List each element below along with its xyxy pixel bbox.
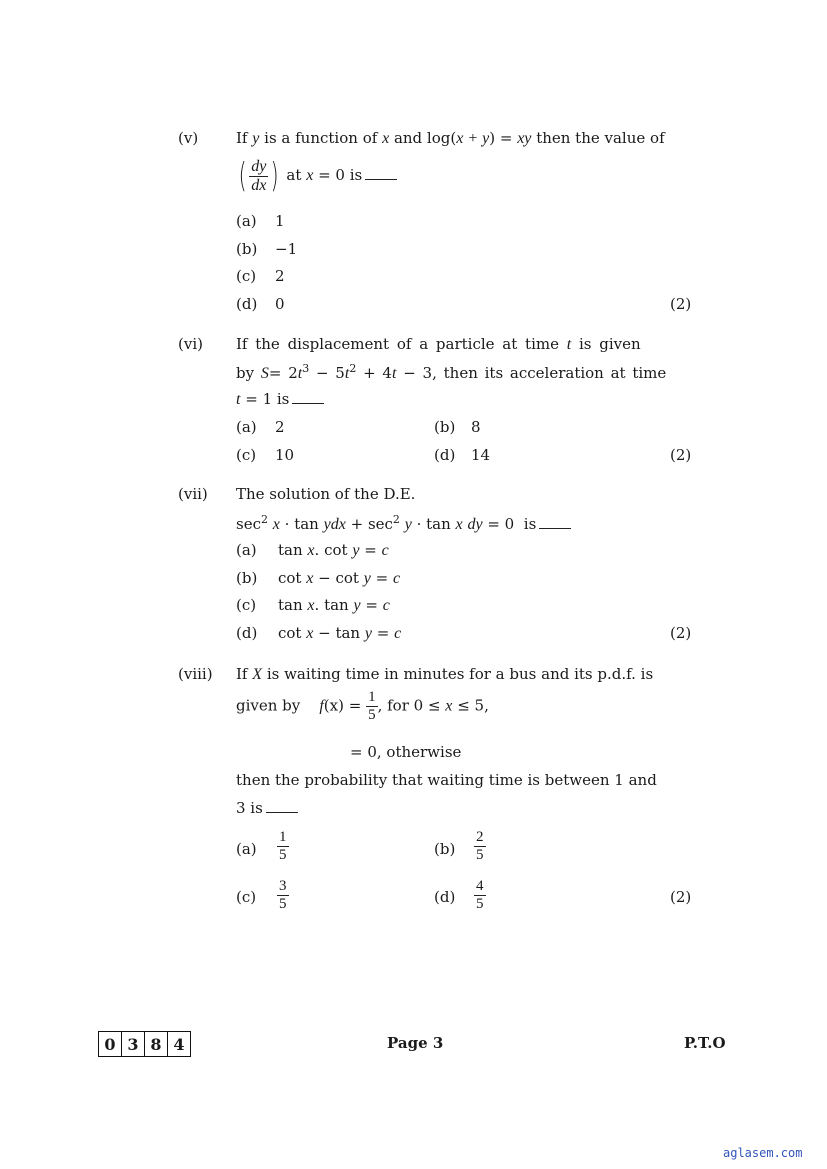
option-b: (b) −1 <box>236 240 298 258</box>
watermark-link[interactable]: aglasem.com <box>723 1146 803 1160</box>
option-a: (a) 2 <box>236 418 285 436</box>
code-digit: 8 <box>145 1032 168 1056</box>
question-text-line5: 3 is <box>236 799 298 817</box>
option-b: (b) cot x − cot y = c <box>236 569 401 587</box>
question-text: If y is a function of x and log(x + y) = xy then the value of <box>236 129 665 147</box>
option-a: (a) tan x. cot y = c <box>236 541 389 559</box>
question-text: If X is waiting time in minutes for a bus and its p.d.f. is <box>236 665 654 683</box>
question-number: (vi) <box>178 335 203 353</box>
page-number: Page 3 <box>387 1034 444 1052</box>
option-d: (d) cot x − tan y = c <box>236 624 402 642</box>
answer-blank <box>365 167 397 180</box>
option-d: (d) 14 <box>434 446 491 464</box>
question-number: (vii) <box>178 485 208 503</box>
answer-blank <box>266 800 298 813</box>
pdf-otherwise: = 0, otherwise <box>350 743 462 761</box>
code-digit: 4 <box>173 1034 185 1054</box>
marks: (2) <box>670 624 692 642</box>
answer-blank <box>292 391 324 404</box>
marks: (2) <box>670 446 692 464</box>
option-b: (b) 8 <box>434 418 481 436</box>
marks: (2) <box>670 888 692 906</box>
differential-equation: $\sec^2 x \cdot \tan$ ydx + $\sec^2 y \cdot \tan x$ dy = 0 is <box>236 513 571 534</box>
option-c: (c) tan x. tan y = c <box>236 596 390 614</box>
pto-label: P.T.O <box>684 1034 726 1052</box>
paper-code-box <box>98 1031 191 1057</box>
answer-blank <box>539 516 571 529</box>
question-text-line2: by $S= 2t^3 - 5t^2 + 4t - 3$, then its acceleration at time <box>236 362 667 382</box>
option-a: (a) 1 <box>236 212 285 230</box>
code-digit: 0 <box>99 1032 122 1056</box>
question-text: If the displacement of a particle at time t is given <box>236 335 641 353</box>
question-number: (viii) <box>178 665 213 683</box>
derivative-fraction: $\frac{dy}{dx}$ <box>251 157 267 194</box>
code-digit: 3 <box>122 1032 145 1056</box>
question-number: (v) <box>178 129 199 147</box>
question-text-line2: ( $\frac{dy}{dx}$ ) at x = 0 is <box>236 156 397 196</box>
question-text: The solution of the D.E. <box>236 485 416 503</box>
question-text-line4: then the probability that waiting time is between 1 and <box>236 771 657 789</box>
pdf-definition: given by f(x) = $\frac{1}{5}$ , for 0 ≤ x ≤ 5, <box>236 689 489 723</box>
option-c: (c) 2 <box>236 267 285 285</box>
marks: (2) <box>670 295 692 313</box>
option-d: (d) 0 <box>236 295 285 313</box>
question-text-line3: t = 1 is <box>236 390 324 409</box>
option-c: (c) 10 <box>236 446 295 464</box>
